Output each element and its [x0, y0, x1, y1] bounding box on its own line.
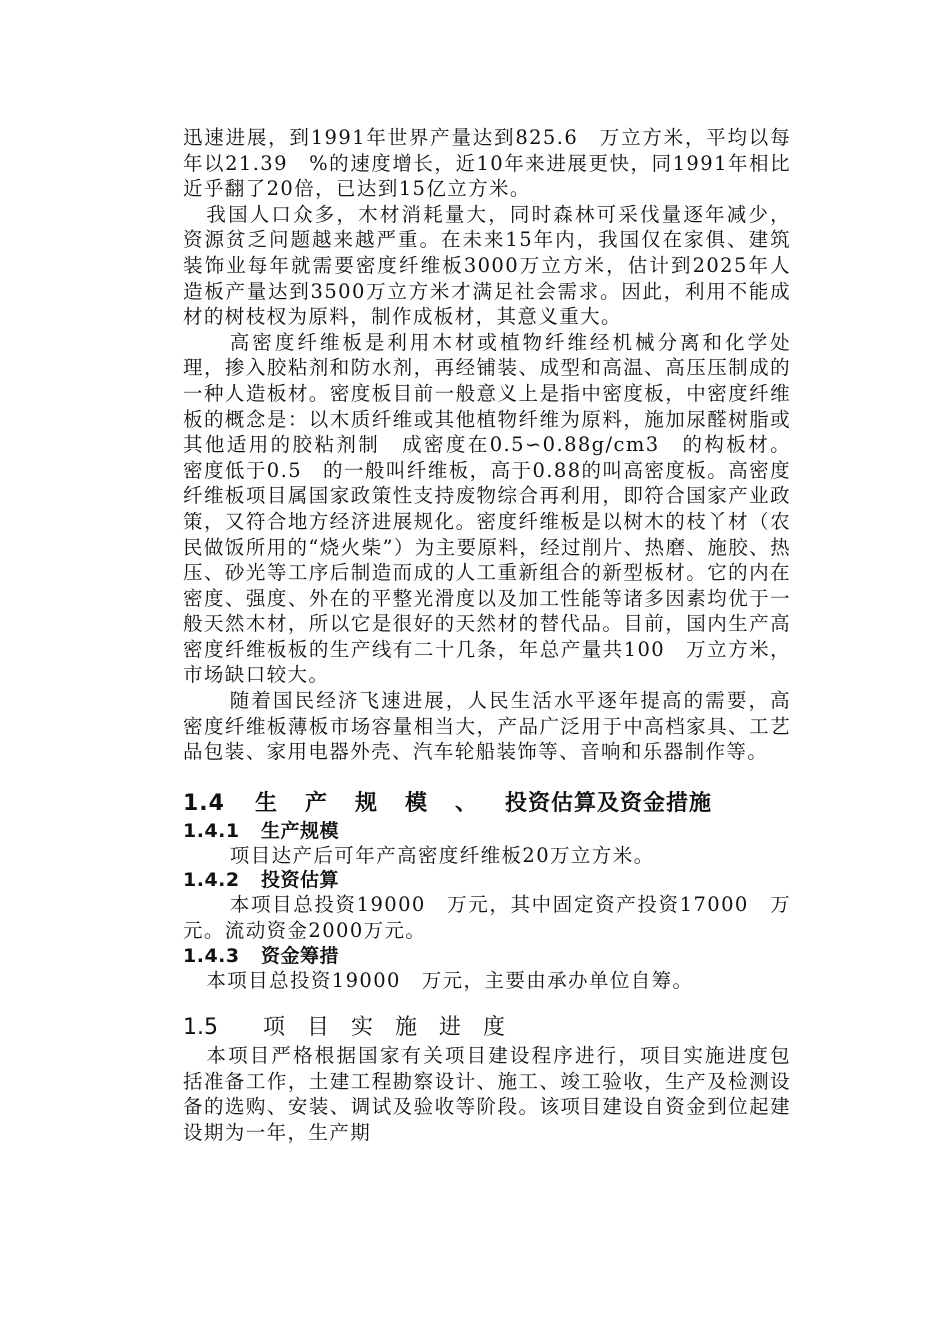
subsection-heading-1-4-3: [183, 944, 791, 968]
section-number: 1.4: [183, 790, 225, 816]
subsection-title: 投资估算: [261, 869, 340, 892]
section-title: 项目实施进度: [263, 1015, 528, 1041]
paragraph-fund-raising: 本项目总投资19000 万元，主要由承办单位自筹。: [206, 968, 694, 992]
subsection-title: 生产规模: [261, 819, 340, 842]
section-number: 1.5: [183, 1015, 218, 1041]
document-page: [183, 125, 791, 1146]
subsection-title: 资金筹措: [261, 944, 340, 967]
section-title-rest: 投资估算及资金措施: [505, 790, 713, 816]
paragraph-investment-estimate: 本项目总投资19000 万元，其中固定资产投资17000 万元。流动资金2000万元。: [183, 893, 791, 943]
paragraph-implementation-schedule: 本项目严格根据国家有关项目建设程序进行，项目实施进度包括准备工作，土建工程勘察设计、施工、竣工验收，生产及检测设备的选购、安装、调试及验收等阶段。该项目建设自资金到位起建设期为一年，生产期: [183, 1044, 791, 1144]
paragraph-production-scale: 项目达产后可年产高密度纤维板20万立方米。: [229, 843, 655, 867]
subsection-heading-1-4-1: [183, 819, 791, 843]
section-title-spaced: 生产规模、: [255, 790, 506, 816]
paragraph-market-outlook: 随着国民经济飞速进展，人民生活水平逐年提高的需要，高密度纤维板薄板市场容量相当大，产品广泛用于中高档家具、工艺品包装、家用电器外壳、汽车轮船装饰等、音响和乐器制作等。: [183, 689, 791, 764]
subsection-number: 1.4.3: [183, 944, 240, 967]
subsection-heading-1-4-2: [183, 868, 791, 892]
paragraph-world-production: 迅速进展，到1991年世界产量达到825.6 万立方米，平均以每年以21.39 %的速度增长，近10年来进展更快，同1991年相比近乎翻了20倍，已达到15亿立方米。: [183, 126, 791, 201]
paragraph-hdf-definition: 高密度纤维板是利用木材或植物纤维经机械分离和化学处理，掺入胶粘剂和防水剂，再经铺装、成型和高温、高压压制成的一种人造板材。密度板目前一般意义上是指中密度板，中密度纤维板的概念是：以木质纤维或其他植物纤维为原料，施加尿醛树脂或其他适用的胶粘剂制 成密度在0.5∽0.88g/cm3 的构板材。密度低于0.5 的一般叫纤维板，高于0.88的叫高密度板。高密度纤维板项目属国家政策性支持废物综合再利用，即符合国家产业政策，又符合地方经济进展规化。密度纤维板是以树木的枝丫材（农民做饭所用的“烧火柴”）为主要原料，经过削片、热磨、施胶、热压、砂光等工序后制造而成的人工重新组合的新型板材。它的内在密度、强度、外在的平整光滑度以及加工性能等诸多因素均优于一般天然木材，所以它是很好的天然材的替代品。目前，国内生产高密度纤维板板的生产线有二十几条，年总产量共100 万立方米，市场缺口较大。: [183, 330, 791, 687]
subsection-number: 1.4.1: [183, 819, 240, 842]
subsection-number: 1.4.2: [183, 869, 240, 892]
section-heading-1-4: [183, 789, 791, 819]
section-heading-1-5: [183, 1013, 791, 1043]
paragraph-china-demand: 我国人口众多，木材消耗量大，同时森林可采伐量逐年减少，资源贫乏问题越来越严重。在未来15年内，我国仅在家俱、建筑装饰业每年就需要密度纤维板3000万立方米，估计到2025年人造板产量达到3500万立方米才满足社会需求。因此，利用不能成材的树枝杈为原料，制作成板材，其意义重大。: [183, 202, 791, 329]
